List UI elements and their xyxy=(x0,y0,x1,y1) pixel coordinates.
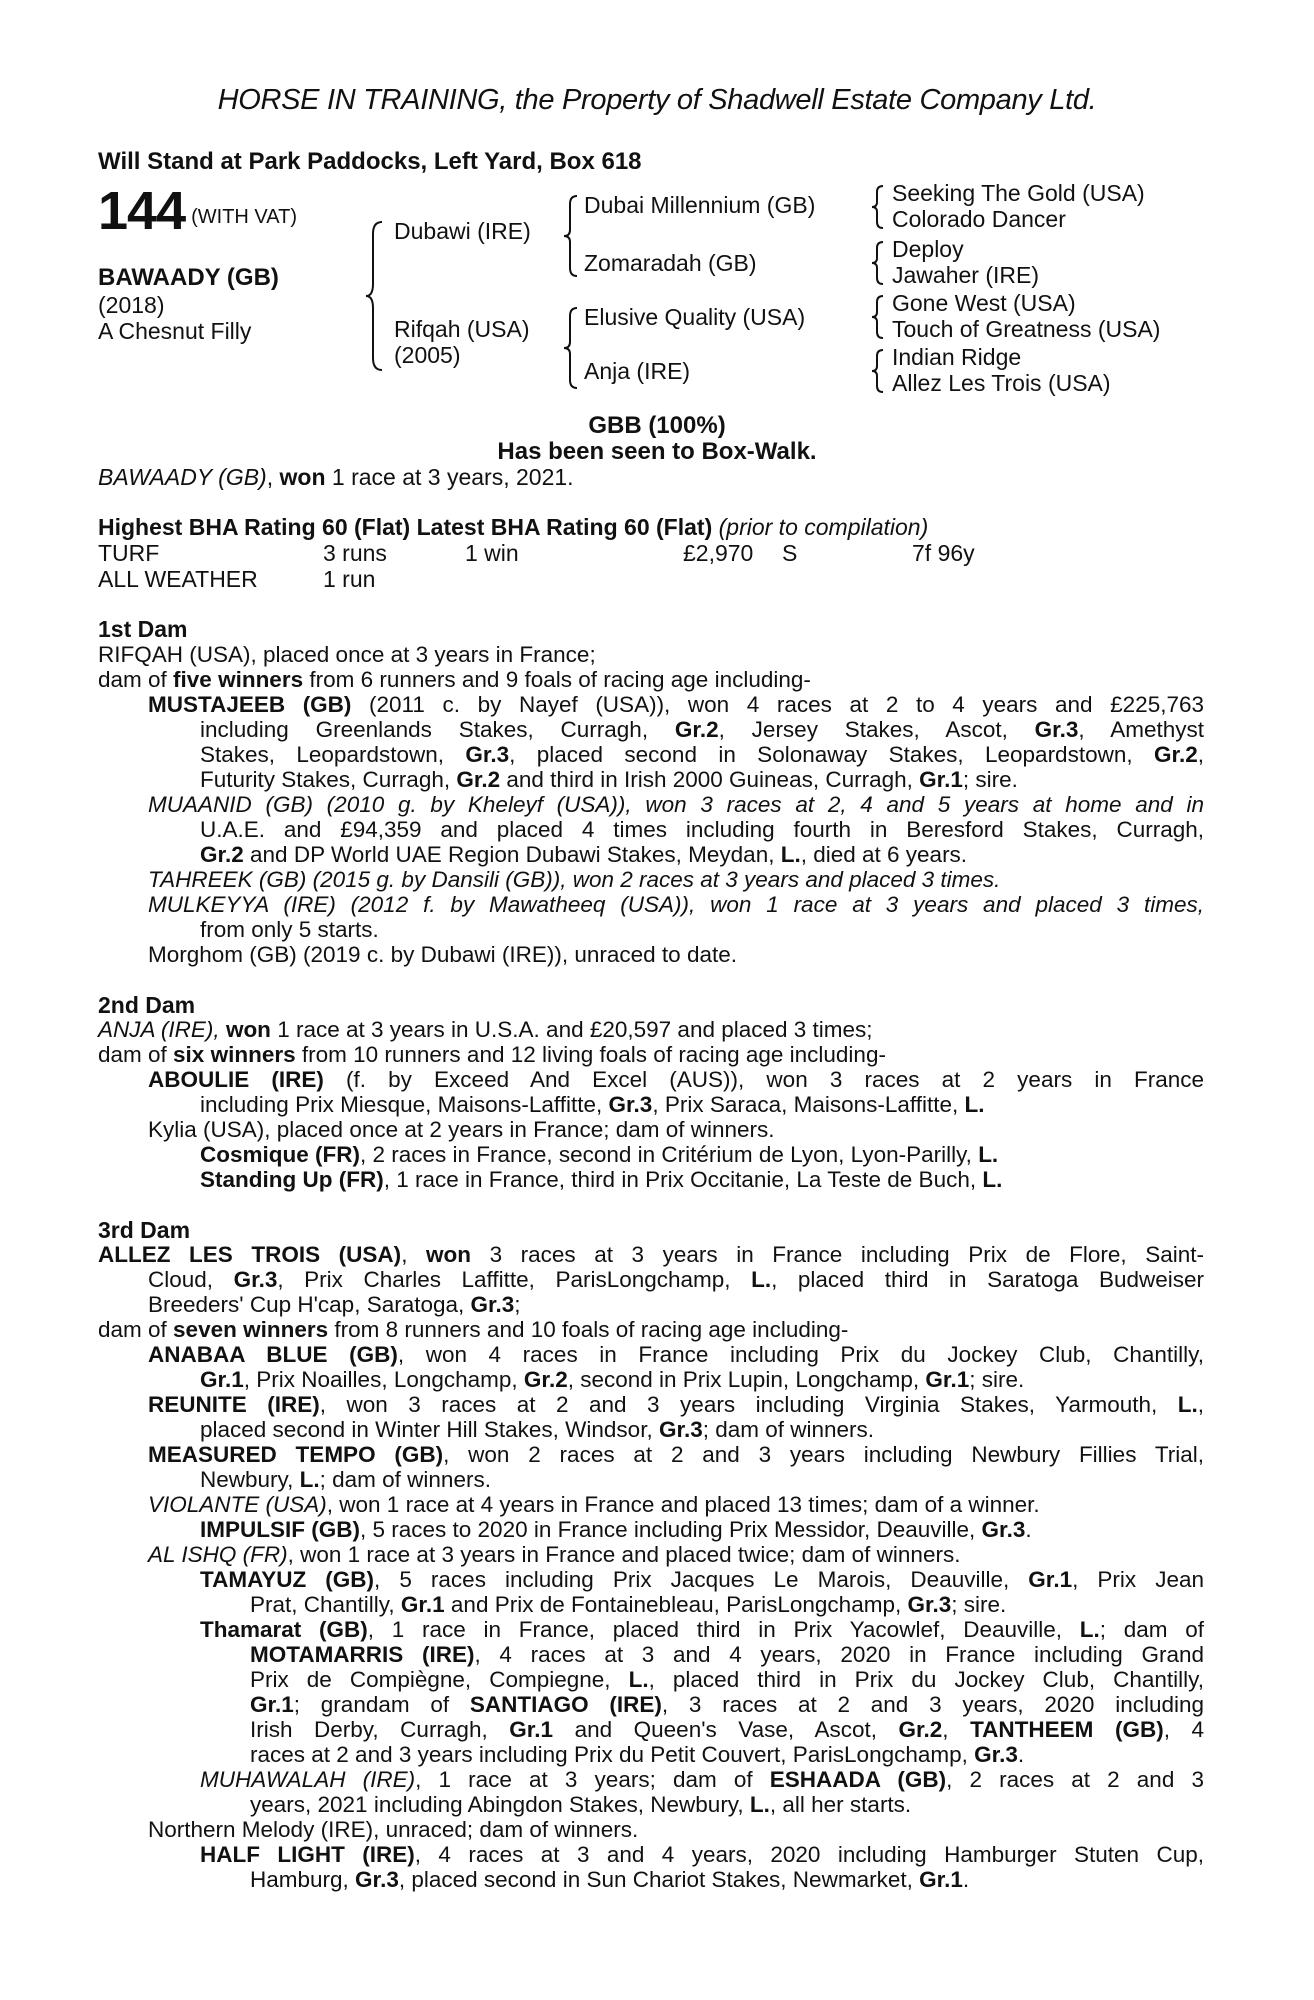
produce-impulsif: IMPULSIF (GB), 5 races to 2020 in France including Prix Messidor, Deauville, Gr.3. xyxy=(200,1517,1032,1542)
produce-motamarris-4: Irish Derby, Curragh, Gr.1 and Queen's Vase, Ascot, Gr.2, TANTHEEM (GB), 4 xyxy=(250,1717,1204,1742)
gbb-status: GBB (100%) xyxy=(588,412,726,439)
produce-muaanid-2: U.A.E. and £94,359 and placed 4 times including fourth in Beresford Stakes, Curragh, xyxy=(200,817,1204,842)
pedigree-brace-dam xyxy=(562,306,580,390)
pedigree-brace-g3-1 xyxy=(870,184,886,230)
horse-description: A Chesnut Filly xyxy=(98,318,252,344)
produce-thamarat: Thamarat (GB), 1 race in France, placed third in Prix Yacowlef, Deauville, L.; dam of xyxy=(200,1617,1204,1642)
turf-prize: £2,970 xyxy=(683,540,754,566)
produce-anabaa-blue-1: ANABAA BLUE (GB), won 4 races in France including Prix du Jockey Club, Chantilly, xyxy=(148,1342,1204,1367)
produce-muaanid-3: Gr.2 and DP World UAE Region Dubawi Stakes, Meydan, L., died at 6 years. xyxy=(200,842,968,867)
page-header: HORSE IN TRAINING, the Property of Shadwell Estate Company Ltd. xyxy=(217,84,1097,116)
second-dam-line: ANJA (IRE), won 1 race at 3 years in U.S.A. and £20,597 and placed 3 times; xyxy=(98,1017,873,1042)
pedigree-brace-sire xyxy=(562,194,580,278)
produce-cosmique: Cosmique (FR), 2 races in France, second in Critérium de Lyon, Lyon-Parilly, L. xyxy=(200,1142,999,1167)
lot-number-block xyxy=(98,180,297,242)
produce-tamayuz-1: TAMAYUZ (GB), 5 races including Prix Jacques Le Marois, Deauville, Gr.1, Prix Jean xyxy=(200,1567,1204,1592)
third-dam-heading: 3rd Dam xyxy=(98,1217,191,1243)
produce-muhawalah-1: MUHAWALAH (IRE), 1 race at 3 years; dam of ESHAADA (GB), 2 races at 2 and 3 xyxy=(200,1767,1204,1792)
produce-half-light-1: HALF LIGHT (IRE), 4 races at 3 and 4 years, 2020 including Hamburger Stuten Cup, xyxy=(200,1842,1204,1867)
pedigree-dam-year: (2005) xyxy=(394,342,461,368)
pedigree-gen3-2: Colorado Dancer xyxy=(892,206,1066,232)
aw-label: ALL WEATHER xyxy=(98,566,258,592)
third-dam-line-3: Breeders' Cup H'cap, Saratoga, Gr.3; xyxy=(148,1292,521,1317)
produce-al-ishq: AL ISHQ (FR), won 1 race at 3 years in France and placed twice; dam of winners. xyxy=(148,1542,961,1567)
produce-tamayuz-2: Prat, Chantilly, Gr.1 and Prix de Fontainebleau, ParisLongchamp, Gr.3; sire. xyxy=(250,1592,1007,1617)
third-dam-line-2: Cloud, Gr.3, Prix Charles Laffitte, ParisLongchamp, L., placed third in Saratoga Budweiser xyxy=(148,1267,1204,1292)
produce-morghom: Morghom (GB) (2019 c. by Dubawi (IRE)), unraced to date. xyxy=(148,942,737,967)
pedigree-brace-g3-3 xyxy=(870,294,886,340)
produce-measured-tempo-2: Newbury, L.; dam of winners. xyxy=(200,1467,491,1492)
produce-aboulie-2: including Prix Miesque, Maisons-Laffitte, Gr.3, Prix Saraca, Maisons-Laffitte, L. xyxy=(200,1092,985,1117)
produce-motamarris-2: Prix de Compiègne, Compiegne, L., placed third in Prix du Jockey Club, Chantilly, xyxy=(250,1667,1204,1692)
produce-tahreek: TAHREEK (GB) (2015 g. by Dansili (GB)), won 2 races at 3 years and placed 3 times. xyxy=(148,867,1001,892)
turf-label: TURF xyxy=(98,540,160,566)
produce-mustajeeb-3: Stakes, Leopardstown, Gr.3, placed second in Solonaway Stakes, Leopardstown, Gr.2, xyxy=(200,742,1205,767)
pedigree-sire: Dubawi (IRE) xyxy=(394,218,531,244)
pedigree-gen3-3: Deploy xyxy=(892,236,964,262)
produce-kylia: Kylia (USA), placed once at 2 years in France; dam of winners. xyxy=(148,1117,775,1142)
pedigree-gen3-7: Indian Ridge xyxy=(892,344,1022,370)
produce-mustajeeb-1: MUSTAJEEB (GB) (2011 c. by Nayef (USA)), won 4 races at 2 to 4 years and £225,763 xyxy=(148,692,1204,717)
pedigree-gen3-6: Touch of Greatness (USA) xyxy=(892,316,1161,342)
pedigree-gen3-4: Jawaher (IRE) xyxy=(892,262,1039,288)
turf-going: S xyxy=(782,540,798,566)
first-dam-heading: 1st Dam xyxy=(98,616,188,642)
aw-runs: 1 run xyxy=(323,566,376,592)
pedigree-sire-sire: Dubai Millennium (GB) xyxy=(584,192,816,218)
turf-distance: 7f 96y xyxy=(912,540,975,566)
produce-mustajeeb-4: Futurity Stakes, Curragh, Gr.2 and third in Irish 2000 Guineas, Curragh, Gr.1; sire. xyxy=(200,767,1018,792)
produce-aboulie-1: ABOULIE (IRE) (f. by Exceed And Excel (AUS)), won 3 races at 2 years in France xyxy=(148,1067,1205,1092)
pedigree-brace-main xyxy=(364,220,386,372)
first-dam-produce-line: dam of five winners from 6 runners and 9 foals of racing age including- xyxy=(98,667,811,692)
horse-name: BAWAADY (GB) xyxy=(98,264,279,291)
produce-reunite-2: placed second in Winter Hill Stakes, Windsor, Gr.3; dam of winners. xyxy=(200,1417,875,1442)
produce-muaanid-1: MUAANID (GB) (2010 g. by Kheleyf (USA)), won 3 races at 2, 4 and 5 years at home and in xyxy=(148,792,1204,817)
produce-mulkeyya-2: from only 5 starts. xyxy=(200,917,379,942)
pedigree-gen3-8: Allez Les Trois (USA) xyxy=(892,370,1111,396)
pedigree-sire-dam: Zomaradah (GB) xyxy=(584,250,757,276)
third-dam-produce-line: dam of seven winners from 8 runners and 10 foals of racing age including- xyxy=(98,1317,849,1342)
produce-motamarris-1: MOTAMARRIS (IRE), 4 races at 3 and 4 years, 2020 in France including Grand xyxy=(250,1642,1205,1667)
produce-half-light-2: Hamburg, Gr.3, placed second in Sun Chariot Stakes, Newmarket, Gr.1. xyxy=(250,1867,970,1892)
produce-anabaa-blue-2: Gr.1, Prix Noailles, Longchamp, Gr.2, second in Prix Lupin, Longchamp, Gr.1; sire. xyxy=(200,1367,1025,1392)
race-summary: BAWAADY (GB), won 1 race at 3 years, 2021. xyxy=(98,464,574,490)
produce-measured-tempo-1: MEASURED TEMPO (GB), won 2 races at 2 and 3 years including Newbury Fillies Trial, xyxy=(148,1442,1205,1467)
second-dam-heading: 2nd Dam xyxy=(98,992,196,1018)
produce-reunite-1: REUNITE (IRE), won 3 races at 2 and 3 years including Virginia Stakes, Yarmouth, L., xyxy=(148,1392,1205,1417)
produce-motamarris-3: Gr.1; grandam of SANTIAGO (IRE), 3 races at 2 and 3 years, 2020 including xyxy=(250,1692,1205,1717)
boxwalk-note: Has been seen to Box-Walk. xyxy=(497,438,817,465)
bha-rating: Highest BHA Rating 60 (Flat) Latest BHA Rating 60 (Flat) (prior to compilation) xyxy=(98,514,929,540)
pedigree-dam-sire: Elusive Quality (USA) xyxy=(584,304,806,330)
horse-year: (2018) xyxy=(98,292,165,318)
second-dam-produce-line: dam of six winners from 10 runners and 12 living foals of racing age including- xyxy=(98,1042,886,1067)
pedigree-brace-g3-2 xyxy=(870,240,886,286)
produce-mulkeyya-1: MULKEYYA (IRE) (2012 f. by Mawatheeq (USA)), won 1 race at 3 years and placed 3 times, xyxy=(148,892,1204,917)
produce-standing-up: Standing Up (FR), 1 race in France, third in Prix Occitanie, La Teste de Buch, L. xyxy=(200,1167,1003,1192)
pedigree-gen3-5: Gone West (USA) xyxy=(892,290,1076,316)
produce-motamarris-5: races at 2 and 3 years including Prix du Petit Couvert, ParisLongchamp, Gr.3. xyxy=(250,1742,1025,1767)
first-dam-line: RIFQAH (USA), placed once at 3 years in France; xyxy=(98,642,596,667)
pedigree-gen3-1: Seeking The Gold (USA) xyxy=(892,180,1145,206)
produce-violante: VIOLANTE (USA), won 1 race at 4 years in France and placed 13 times; dam of a winner. xyxy=(148,1492,1040,1517)
vat-note: (WITH VAT) xyxy=(191,206,298,228)
produce-mustajeeb-2: including Greenlands Stakes, Curragh, Gr.2, Jersey Stakes, Ascot, Gr.3, Amethyst xyxy=(200,717,1204,742)
produce-northern-melody: Northern Melody (IRE), unraced; dam of winners. xyxy=(148,1817,639,1842)
stand-location: Will Stand at Park Paddocks, Left Yard, Box 618 xyxy=(98,148,642,175)
produce-muhawalah-2: years, 2021 including Abingdon Stakes, Newbury, L., all her starts. xyxy=(250,1792,912,1817)
turf-wins: 1 win xyxy=(465,540,519,566)
turf-runs: 3 runs xyxy=(323,540,387,566)
pedigree-dam-dam: Anja (IRE) xyxy=(584,358,691,384)
pedigree-brace-g3-4 xyxy=(870,348,886,394)
lot-number: 144 xyxy=(98,181,186,241)
pedigree-dam: Rifqah (USA) xyxy=(394,316,530,342)
third-dam-line-1: ALLEZ LES TROIS (USA), won 3 races at 3 years in France including Prix de Flore, Saint- xyxy=(98,1242,1205,1267)
